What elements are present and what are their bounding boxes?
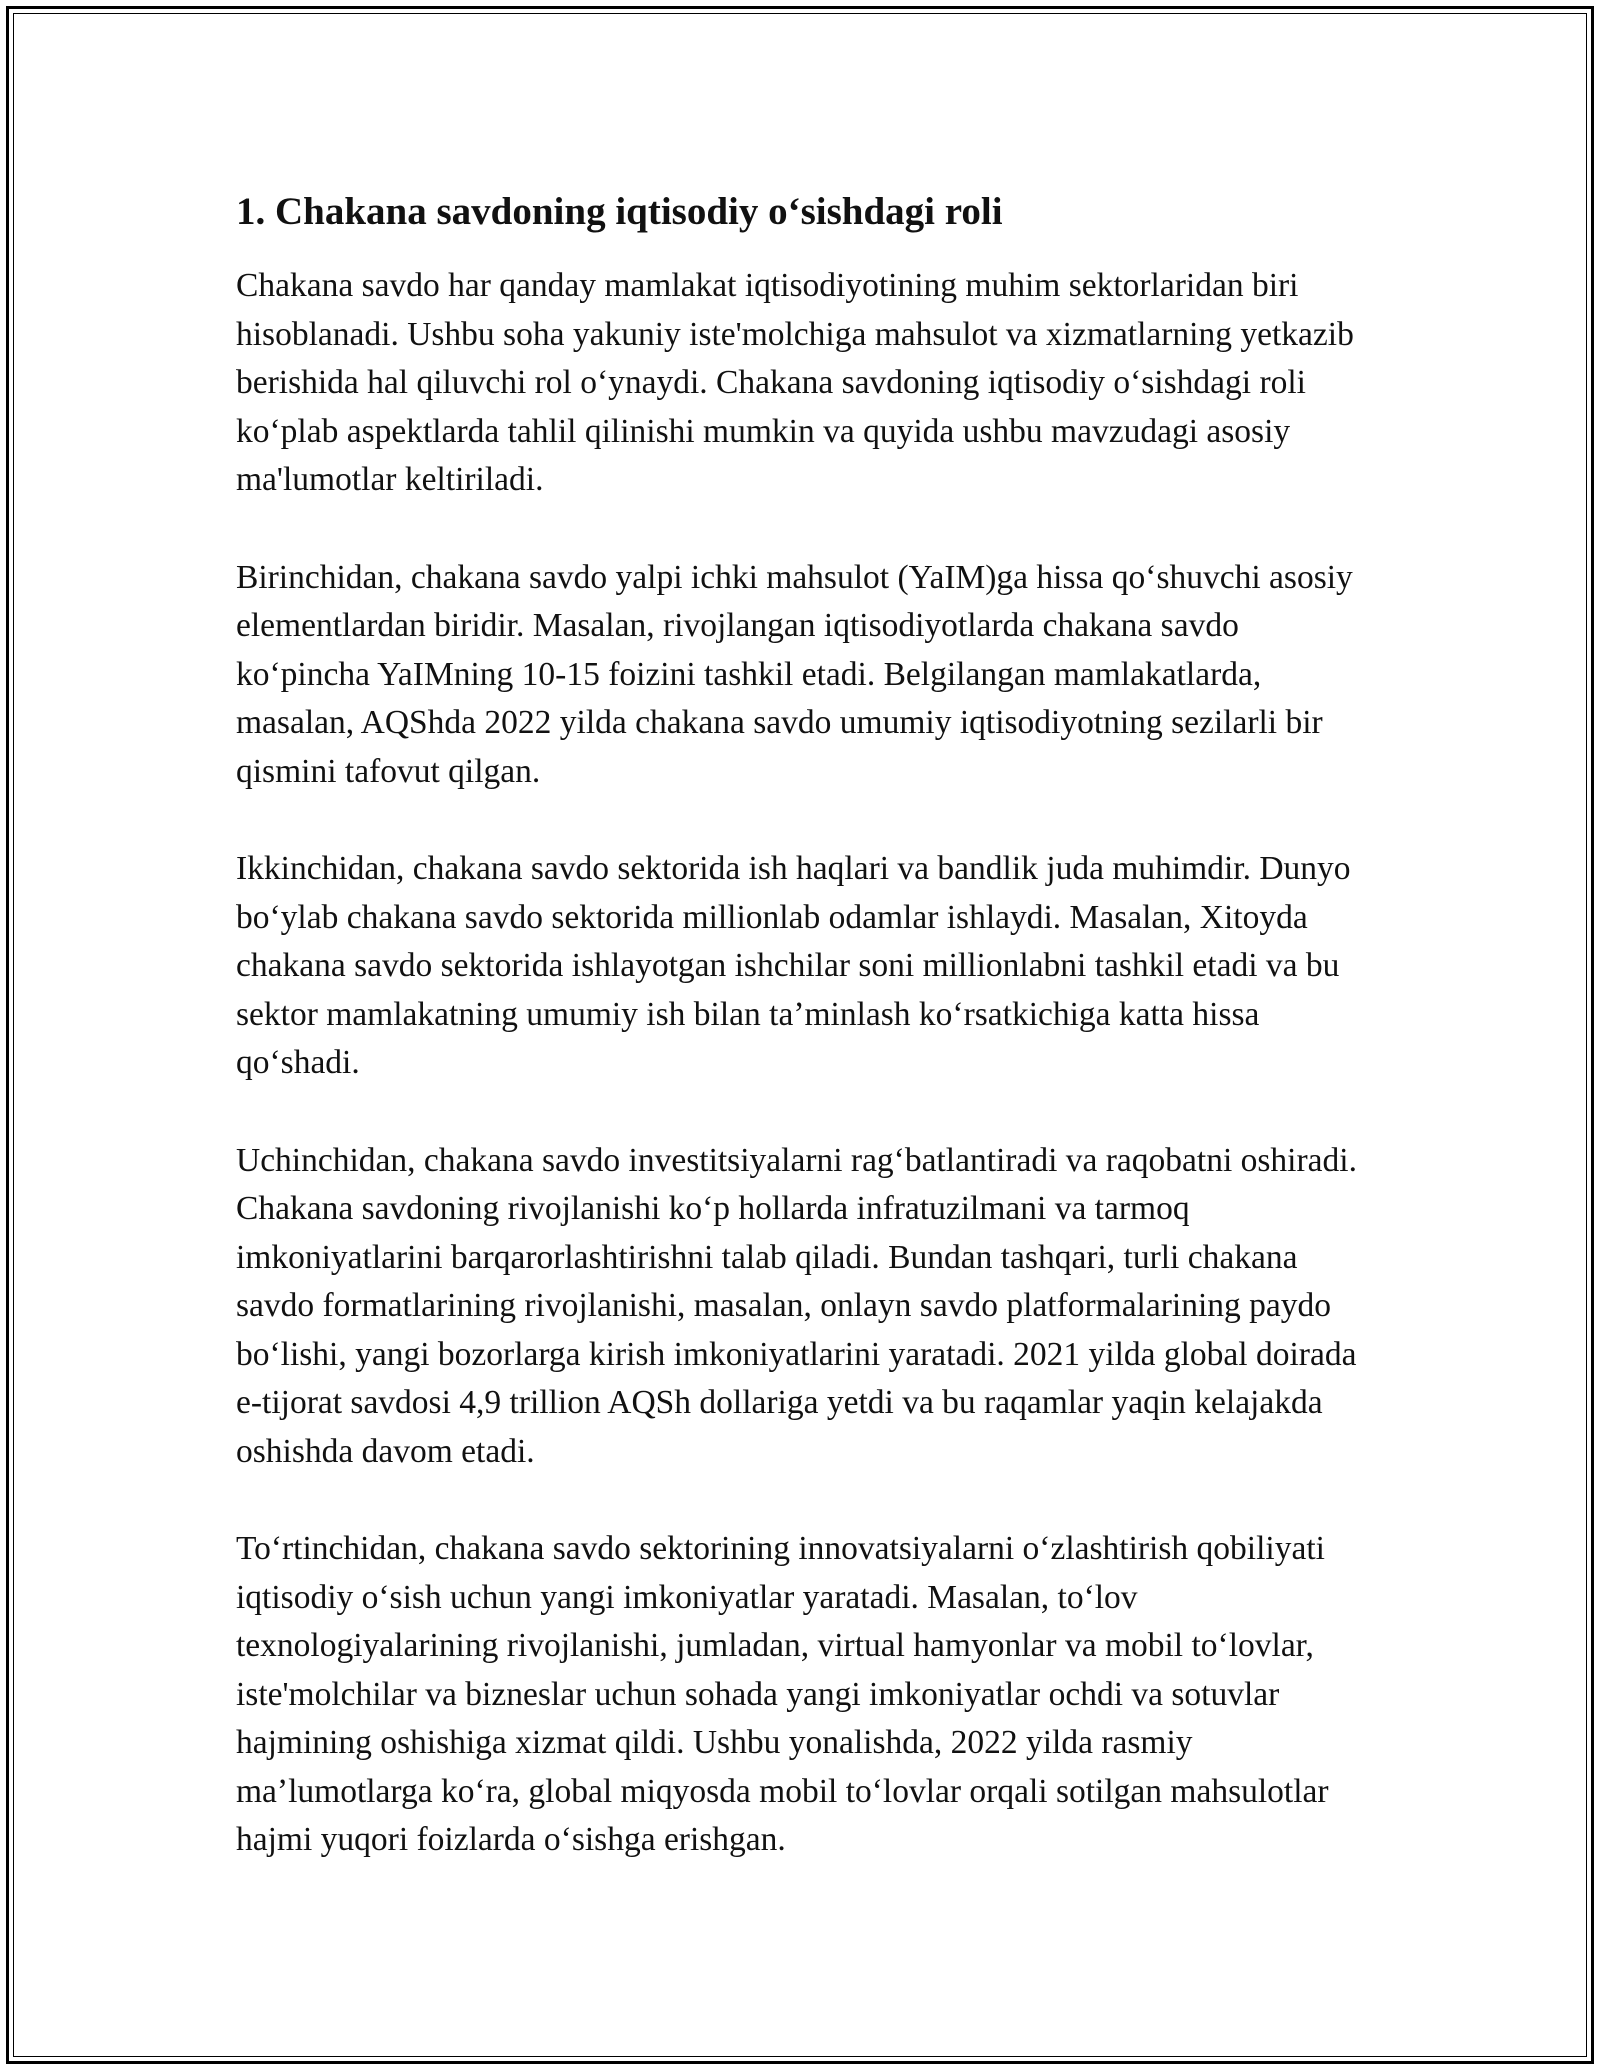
section-title: 1. Chakana savdoning iqtisodiy oʻsishdagi roli: [236, 190, 1003, 233]
document-body: [236, 188, 1366, 1865]
paragraph-first: Birinchidan, chakana savdo yalpi ichki mahsulot (YaIM)ga hissa qoʻshuvchi asosiy elementlardan biridir. Masalan, rivojlangan iqtisodiyotlarda chakana savdo koʻpincha YaIMning 10-15 foizini tashkil etadi. Belgilangan mamlakatlarda, masalan, AQShda 2022 yilda chakana savdo umumiy iqtisodiyotning sezilarli bir qismini tafovut qilgan.: [236, 558, 1353, 790]
paragraph-intro: Chakana savdo har qanday mamlakat iqtisodiyotining muhim sektorlaridan biri hisoblanadi. Ushbu soha yakuniy iste'molchiga mahsulot va xizmatlarning yetkazib berishida hal qiluvchi rol oʻynaydi. Chakana savdoning iqtisodiy oʻsishdagi roli koʻplab aspektlarda tahlil qilinishi mumkin va quyida ushbu mavzudagi asosiy ma'lumotlar keltiriladi.: [236, 267, 1354, 498]
paragraph-fourth: Toʻrtinchidan, chakana savdo sektorining innovatsiyalarni oʻzlashtirish qobiliyati iqtisodiy oʻsish uchun yangi imkoniyatlar yaratadi. Masalan, toʻlov texnologiyalarining rivojlanishi, jumladan, virtual hamyonlar va mobil toʻlovlar, iste'molchilar va bizneslar uchun sohada yangi imkoniyatlar ochdi va sotuvlar hajmining oshishiga xizmat qildi. Ushbu yonalishda, 2022 yilda rasmiy maʼlumotlarga koʻra, global miqyosda mobil toʻlovlar orqali sotilgan mahsulotlar hajmi yuqori foizlarda oʻsishga erishgan.: [236, 1530, 1329, 1858]
paragraph-second: Ikkinchidan, chakana savdo sektorida ish haqlari va bandlik juda muhimdir. Dunyo boʻylab chakana savdo sektorida millionlab odamlar ishlaydi. Masalan, Xitoyda chakana savdo sektorida ishlayotgan ishchilar soni millionlabni tashkil etadi va bu sektor mamlakatning umumiy ish bilan taʼminlash koʻrsatkichiga katta hissa qoʻshadi.: [236, 850, 1351, 1081]
paragraph-third: Uchinchidan, chakana savdo investitsiyalarni ragʻbatlantiradi va raqobatni oshiradi. Chakana savdoning rivojlanishi koʻp hollarda infratuzilmani va tarmoq imkoniyatlarini barqarorlashtirishni talab qiladi. Bundan tashqari, turli chakana savdo formatlarining rivojlanishi, masalan, onlayn savdo platformalarining paydo boʻlishi, yangi bozorlarga kirish imkoniyatlarini yaratadi. 2021 yilda global doirada e-tijorat savdosi 4,9 trillion AQSh dollariga yetdi va bu raqamlar yaqin kelajakda oshishda davom etadi.: [236, 1141, 1357, 1470]
